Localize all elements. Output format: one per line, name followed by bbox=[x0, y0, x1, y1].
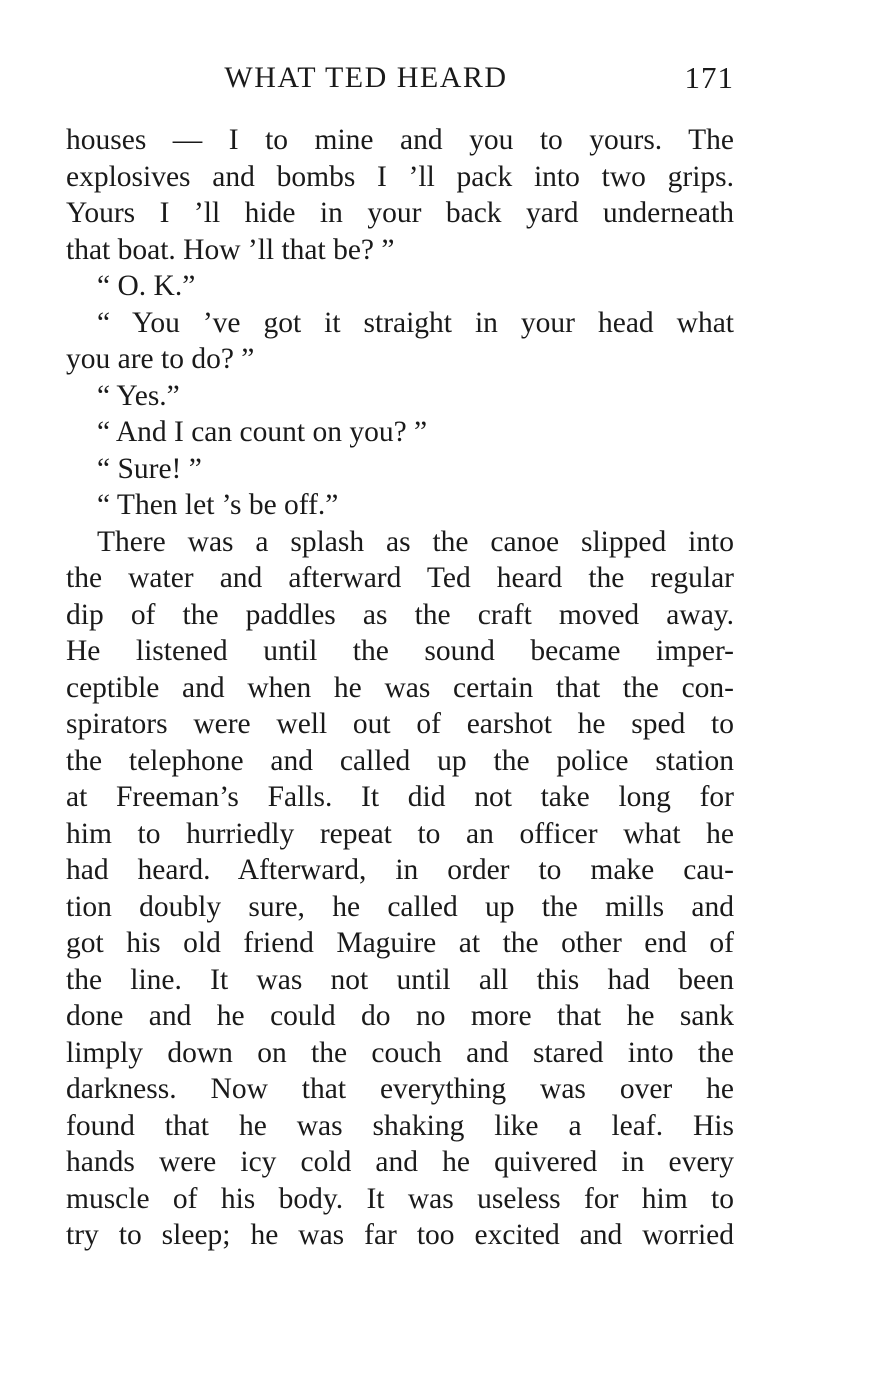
text-line: spirators were well out of earshot he sped to bbox=[66, 708, 734, 740]
text-line: the water and afterward Ted heard the regular bbox=[66, 562, 734, 594]
text-line: dip of the paddles as the craft moved away. bbox=[66, 598, 734, 631]
text-line: darkness. Now that everything was over he bbox=[66, 1073, 734, 1105]
text-line: ceptible and when he was certain that the con- bbox=[66, 671, 734, 704]
text-line: muscle of his body. It was useless for him to bbox=[66, 1182, 734, 1215]
text-line: Yours I ’ll hide in your back yard underneath bbox=[66, 197, 734, 229]
text-line: him to hurriedly repeat to an officer what he bbox=[66, 817, 734, 850]
text-line: “ And I can count on you? ” bbox=[97, 416, 428, 448]
text-line: He listened until the sound became imper- bbox=[66, 635, 734, 667]
text-line: try to sleep; he was far too excited and worried bbox=[66, 1219, 734, 1251]
running-head bbox=[66, 58, 734, 98]
text-line: “ O. K.” bbox=[97, 270, 196, 302]
text-line: you are to do? ” bbox=[66, 343, 255, 375]
text-line: limply down on the couch and stared into the bbox=[66, 1036, 734, 1069]
text-line: that boat. How ’ll that be? ” bbox=[66, 233, 395, 266]
text-line: houses — I to mine and you to yours. The bbox=[66, 124, 734, 156]
text-line: “ Then let ’s be off.” bbox=[97, 489, 339, 521]
text-line: had heard. Afterward, in order to make cau- bbox=[66, 854, 734, 886]
text-line: hands were icy cold and he quivered in every bbox=[66, 1146, 734, 1178]
body-text bbox=[66, 122, 734, 1254]
page-number: 171 bbox=[684, 60, 734, 95]
text-line: “ You ’ve got it straight in your head what bbox=[97, 306, 734, 339]
text-line: got his old friend Maguire at the other end of bbox=[66, 927, 734, 959]
text-line: “ Yes.” bbox=[97, 379, 180, 412]
text-line: the line. It was not until all this had been bbox=[66, 963, 734, 996]
text-line: the telephone and called up the police station bbox=[66, 744, 734, 777]
text-line: tion doubly sure, he called up the mills and bbox=[66, 890, 734, 923]
text-line: explosives and bombs I ’ll pack into two grips. bbox=[66, 160, 734, 193]
text-line: There was a splash as the canoe slipped into bbox=[97, 525, 734, 558]
running-title: WHAT TED HEARD bbox=[224, 61, 508, 94]
text-line: done and he could do no more that he sank bbox=[66, 1000, 734, 1032]
text-line: “ Sure! ” bbox=[97, 452, 202, 485]
text-line: found that he was shaking like a leaf. His bbox=[66, 1109, 734, 1142]
text-line: at Freeman’s Falls. It did not take long for bbox=[66, 781, 734, 813]
